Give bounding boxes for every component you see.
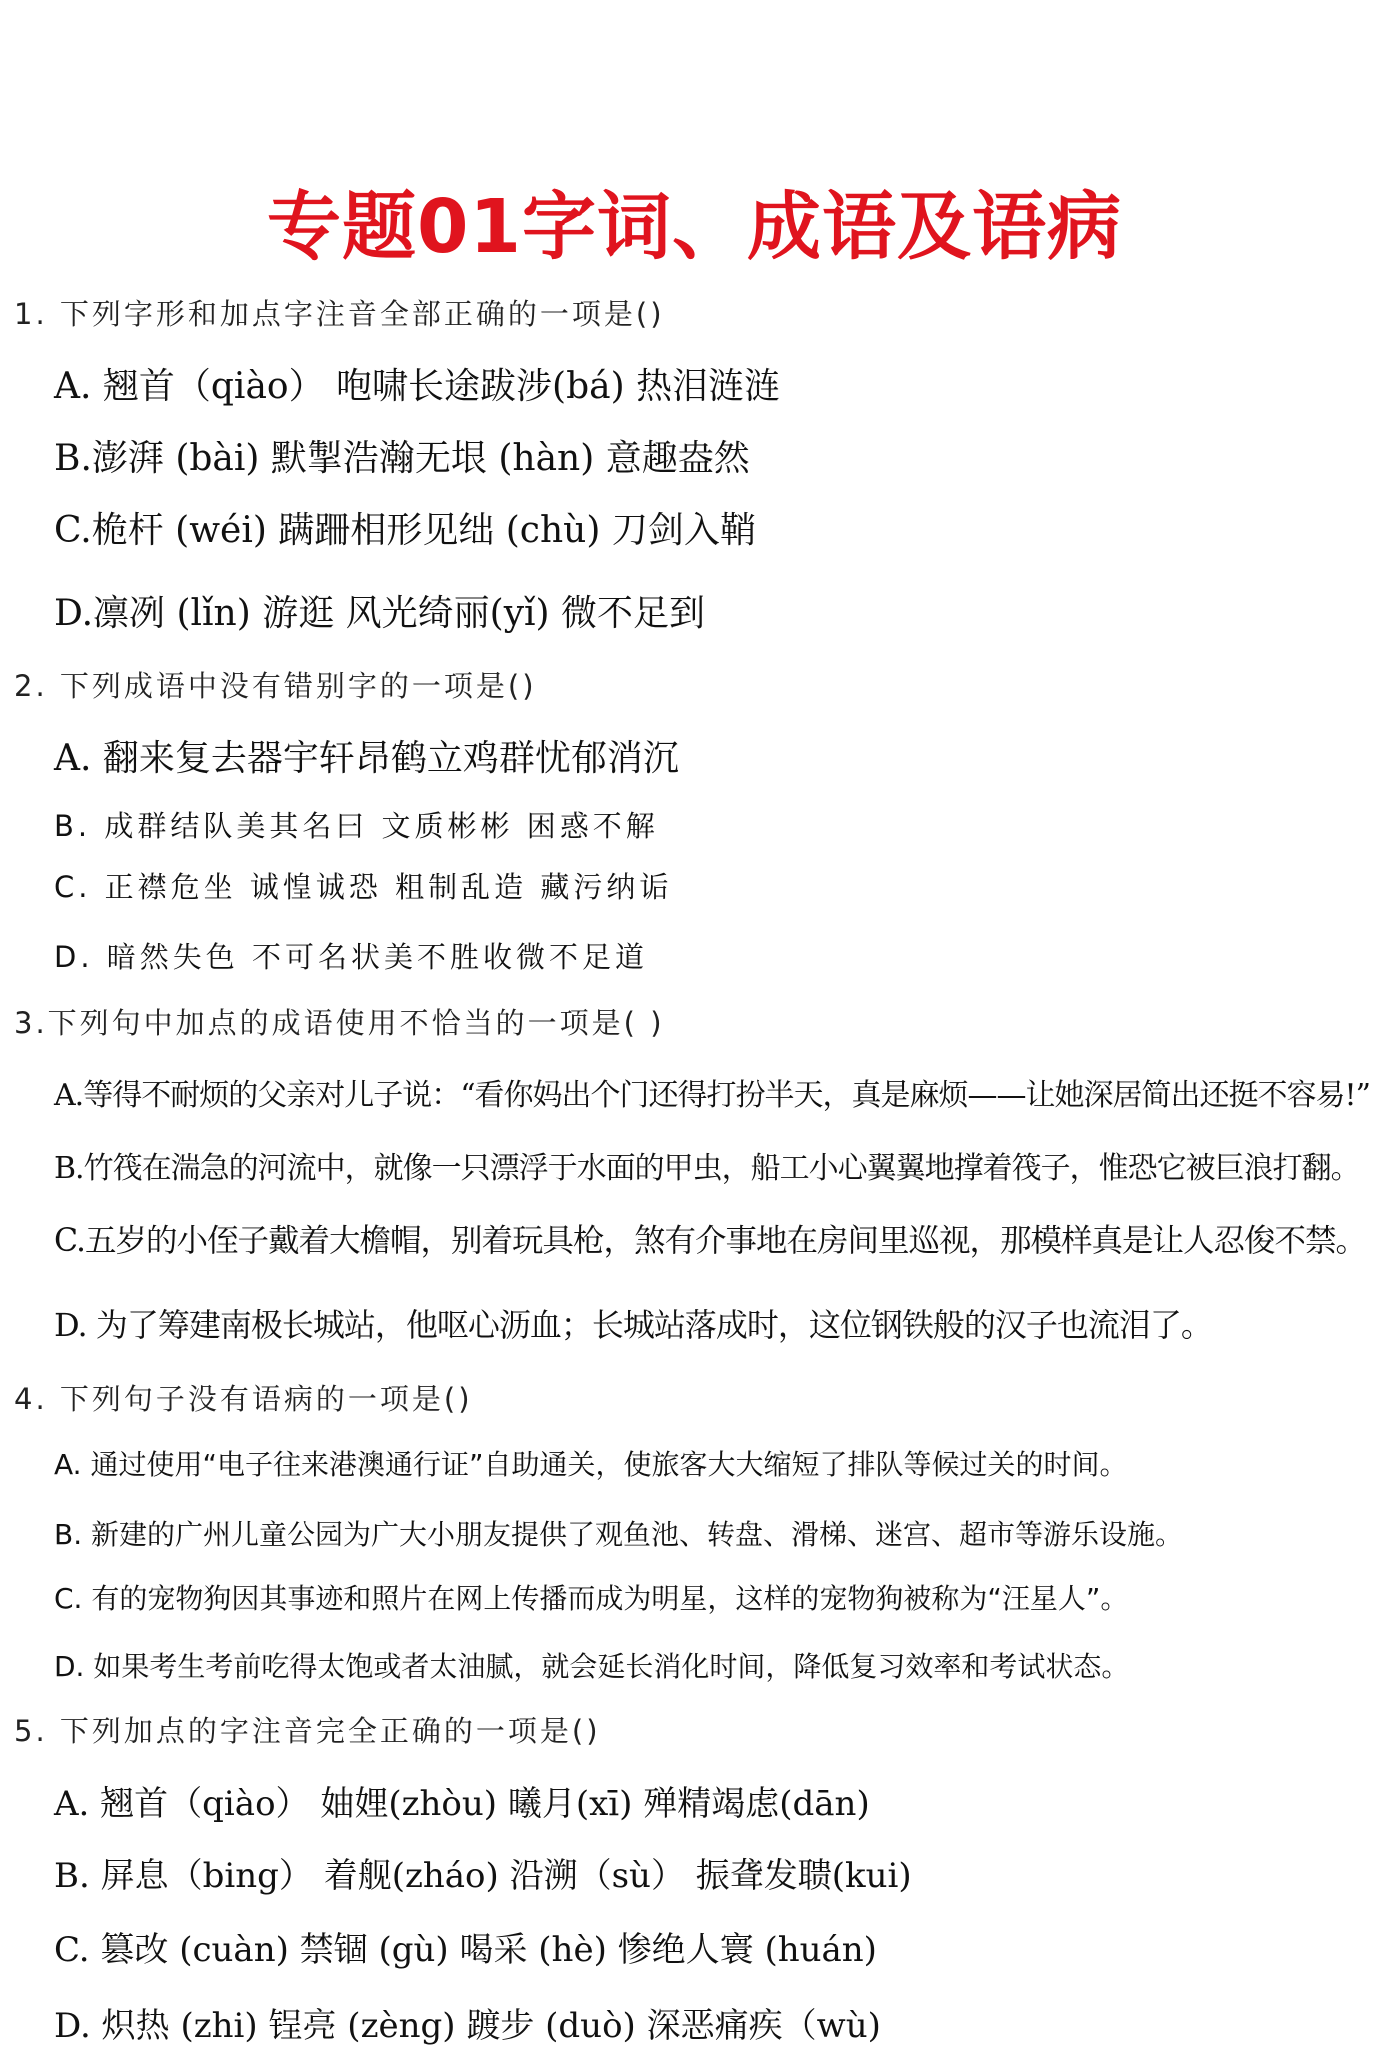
question-4-option-d: D. 如果考生考前吃得太饱或者太油腻，就会延长消化时间，降低复习效率和考试状态。 <box>54 1650 1130 1683</box>
question-3-option-b: B.竹筏在湍急的河流中，就像一只漂浮于水面的甲虫，船工小心翼翼地撑着筏子，惟恐它被巨浪打翻。 <box>54 1151 1360 1186</box>
question-5-option-b: B. 屏息（bing） 着舰(zháo) 沿溯（sù） 振聋发聩(kui) <box>54 1856 912 1896</box>
page-title: 专题01字词、成语及语病 <box>267 184 1122 270</box>
question-5-stem: 5. 下列加点的字注音完全正确的一项是() <box>14 1714 601 1748</box>
question-2-option-d: D. 暗然失色 不可名状美不胜收微不足道 <box>54 940 648 974</box>
question-2-stem: 2. 下列成语中没有错别字的一项是() <box>14 669 537 703</box>
question-4-option-b: B. 新建的广州儿童公园为广大小朋友提供了观鱼池、转盘、滑梯、迷宫、超市等游乐设施。 <box>54 1518 1184 1551</box>
question-2-option-a: A. 翻来复去器宇轩昂鹤立鸡群忧郁消沉 <box>54 738 679 779</box>
question-3-stem: 3.下列句中加点的成语使用不恰当的一项是( ) <box>14 1006 665 1040</box>
question-1-option-b: B.澎湃 (bài) 默掣浩瀚无垠 (hàn) 意趣盎然 <box>54 438 750 479</box>
question-4-option-c: C. 有的宠物狗因其事迹和照片在网上传播而成为明星，这样的宠物狗被称为“汪星人”。 <box>54 1582 1129 1615</box>
question-3-option-d: D. 为了筹建南极长城站，他呕心沥血；长城站落成时，这位钢铁般的汉子也流泪了。 <box>54 1306 1212 1344</box>
question-5-option-c: C. 篡改 (cuàn) 禁锢 (gù) 喝采 (hè) 惨绝人寰 (huán) <box>54 1930 877 1970</box>
question-4-stem: 4. 下列句子没有语病的一项是() <box>14 1382 473 1416</box>
question-5-option-a: A. 翘首（qiào） 妯娌(zhòu) 曦月(xī) 殚精竭虑(dān) <box>54 1784 870 1824</box>
question-4-option-a: A. 通过使用“电子往来港澳通行证”自助通关，使旅客大大缩短了排队等候过关的时间。 <box>54 1448 1128 1481</box>
question-1-option-c: C.桅杆 (wéi) 蹒跚相形见绌 (chù) 刀剑入鞘 <box>54 510 756 551</box>
question-2-option-b: B. 成群结队美其名曰 文质彬彬 困惑不解 <box>54 809 659 843</box>
question-1-option-d: D.凛冽 (lǐn) 游逛 风光绮丽(yǐ) 微不足到 <box>54 593 706 634</box>
question-1-stem: 1. 下列字形和加点字注音全部正确的一项是() <box>14 297 665 331</box>
question-5-option-d: D. 炽热 (zhi) 锃亮 (zèng) 踱步 (duò) 深恶痛疾（wù) <box>54 2006 881 2046</box>
question-2-option-c: C. 正襟危坐 诚惶诚恐 粗制乱造 藏污纳诟 <box>54 870 673 904</box>
question-3-option-c: C.五岁的小侄子戴着大檐帽，别着玩具枪，煞有介事地在房间里巡视，那模样真是让人忍俊不禁。 <box>54 1223 1366 1259</box>
question-1-option-a: A. 翘首（qiào） 咆啸长途跋涉(bá) 热泪涟涟 <box>54 366 781 407</box>
question-3-option-a: A.等得不耐烦的父亲对儿子说：“看你妈出个门还得打扮半天，真是麻烦——让她深居简出还挺不容易!” <box>54 1078 1370 1113</box>
